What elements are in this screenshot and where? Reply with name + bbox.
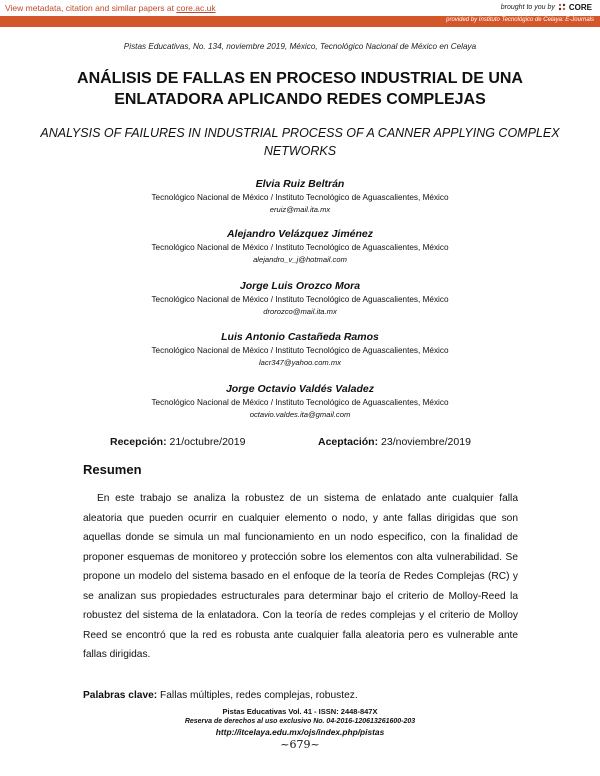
core-logo-text: CORE [568, 3, 592, 12]
author-institution: Tecnológico Nacional de México / Instituto Tecnológico de Aguascalientes, México [151, 193, 449, 202]
keywords [83, 690, 518, 701]
author-name: Jorge Luis Orozco Mora [239, 280, 361, 292]
author-institution: Tecnológico Nacional de México / Instituto Tecnológico de Aguascalientes, México [151, 346, 449, 355]
author-block [40, 177, 560, 215]
brought-by-text: brought to you by [500, 4, 555, 11]
author-email: eruiz@mail.ita.mx [269, 205, 331, 214]
core-site-link[interactable]: core.ac.uk [176, 3, 216, 13]
core-provided-strip [0, 16, 600, 27]
received-label: Recepción: [110, 436, 167, 448]
footer-url[interactable]: http://itcelaya.edu.mx/ojs/index.php/pistas [215, 727, 385, 737]
core-brand[interactable] [501, 3, 592, 12]
abstract-body: En este trabajo se analiza la robustez de un sistema de enlatado ante cualquier falla aleatoria que pueden ocurrir en cualquier elemento o nodo, y ante fallas dirigidas que son aquellas donde se simula un mal funcionamiento en un nodo especifico, con la finalidad de proponer esquemas de monitoreo y protección sobre los elementos con alta vulnerabilidad. Se propone un modelo del sistema basado en el enfoque de la teoría de Redes Complejas (RC) y se analizan sus propiedades estructurales para determinar bajo el criterio de Molloy-Reed la robustez del sistema de la enlatadora. Con la teoría de redes complejas y el criterio de Molloy Reed se encontró que la red es robusta ante cualquier falla aleatoria pero es vulnerable ante fallas dirigidas. [83, 493, 518, 660]
author-name: Luis Antonio Castañeda Ramos [221, 331, 379, 343]
page-footer [0, 707, 600, 752]
accepted-date [318, 436, 471, 448]
author-block [40, 227, 560, 265]
author-institution: Tecnológico Nacional de México / Instituto Tecnológico de Aguascalientes, México [151, 243, 449, 252]
author-email: octavio.valdes.ita@gmail.com [249, 410, 351, 419]
title-spanish: ANÁLISIS DE FALLAS EN PROCESO INDUSTRIAL DE UNA ENLATADORA APLICANDO REDES COMPLEJAS [77, 70, 523, 108]
provided-by-text[interactable]: provided by Instituto Tecnológico de Celaya: E-Journals [446, 17, 594, 23]
keywords-text: Fallas múltiples, redes complejas, robustez. [160, 690, 358, 701]
received-date [110, 436, 245, 448]
author-institution: Tecnológico Nacional de México / Instituto Tecnológico de Aguascalientes, México [151, 295, 449, 304]
author-email: alejandro_v_j@hotmail.com [253, 255, 347, 264]
received-value: 21/octubre/2019 [169, 436, 246, 448]
core-logo[interactable] [558, 3, 592, 12]
keywords-label: Palabras clave: [83, 690, 158, 701]
journal-header: Pistas Educativas, No. 134, noviembre 2019, México, Tecnológico Nacional de México en Celaya [123, 42, 477, 51]
author-name: Alejandro Velázquez Jiménez [226, 228, 374, 240]
core-logo-icon [558, 3, 567, 12]
accepted-value: 23/noviembre/2019 [381, 436, 471, 448]
author-email: drorozco@mail.ita.mx [263, 307, 337, 316]
footer-volume: Pistas Educativas Vol. 41 - ISSN: 2448-847X [222, 707, 378, 716]
author-institution: Tecnológico Nacional de México / Instituto Tecnológico de Aguascalientes, México [151, 398, 449, 407]
core-metadata-text: View metadata, citation and similar papers at [5, 3, 177, 13]
footer-rights: Reserva de derechos al uso exclusivo No. 04-2016-120613261600-203 [184, 718, 416, 725]
abstract-heading: Resumen [83, 462, 142, 477]
author-block [40, 382, 560, 420]
author-block [40, 279, 560, 317]
author-name: Jorge Octavio Valdés Valadez [225, 383, 375, 395]
core-metadata-link[interactable] [5, 3, 216, 13]
page-number: ~679~ [280, 738, 320, 751]
accepted-label: Aceptación: [318, 436, 379, 448]
author-email: lacr347@yahoo.com.mx [259, 358, 341, 367]
author-name: Elvia Ruiz Beltrán [255, 178, 345, 190]
author-block [40, 330, 560, 368]
title-english: ANALYSIS OF FAILURES IN INDUSTRIAL PROCESS OF A CANNER APPLYING COMPLEX NETWORKS [40, 126, 560, 158]
